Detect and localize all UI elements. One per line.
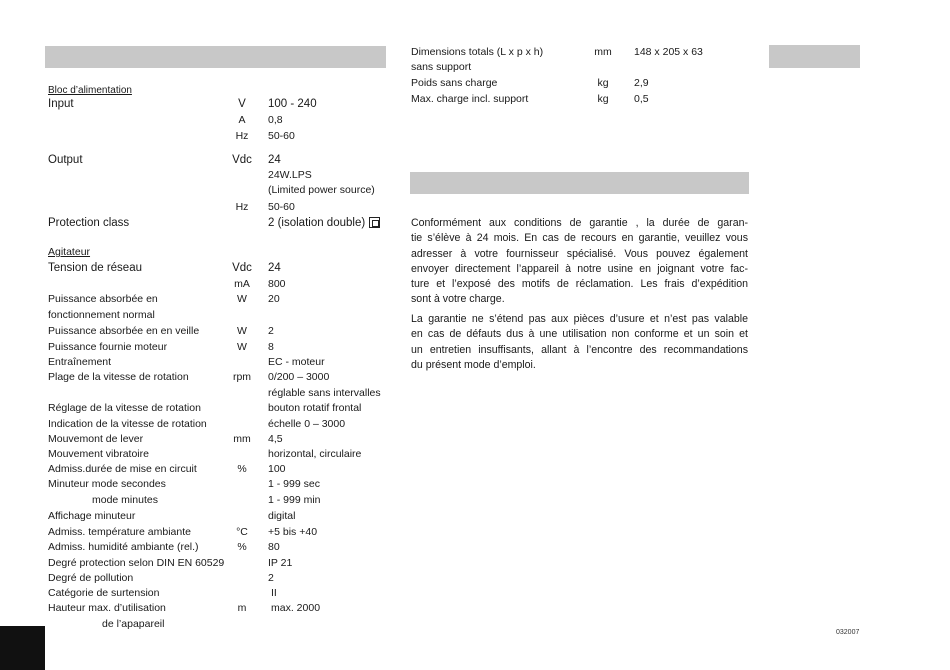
spec-value: 24 <box>268 262 281 274</box>
paragraph-line: ture et l’exposé des motifs de réclamation. Les frais d’expédition <box>411 278 748 291</box>
spec-unit: rpm <box>232 371 252 383</box>
spec-value: II <box>271 587 277 599</box>
spec-value: digital <box>268 510 296 522</box>
spec-value: échelle 0 – 3000 <box>268 418 346 430</box>
spec-value: horizontal, circulaire <box>268 448 362 460</box>
spec-label: Réglage de la vitesse de rotation <box>48 402 201 414</box>
spec-label: Input <box>48 98 74 110</box>
spec-value: 4,5 <box>268 433 283 445</box>
spec-unit: Vdc <box>232 262 252 274</box>
spec-label: Indication de la vitesse de rotation <box>48 418 207 430</box>
spec-unit: % <box>237 463 247 475</box>
spec-value: 8 <box>268 341 274 353</box>
spec-value: 50-60 <box>268 201 295 213</box>
spec-label: Degré protection selon DIN EN 60529 <box>48 557 225 569</box>
spec-unit: V <box>238 98 246 110</box>
spec-label: Tension de réseau <box>48 262 142 274</box>
paragraph-line: tie s’élève à 24 mois. En cas de recours en garantie, veuillez vous <box>411 232 748 245</box>
spec-label: Catégorie de surtension <box>48 587 160 599</box>
spec-label: Mouvemont de lever <box>48 433 144 445</box>
spec-unit: Hz <box>235 201 249 213</box>
paragraph-line: adresser à votre fournisseur spécialisé. Vous pouvez également <box>411 247 748 260</box>
spec-value: 100 - 240 <box>268 98 317 110</box>
warranty-paragraph-2 <box>411 312 748 373</box>
page-corner-block <box>0 626 45 670</box>
dimension-unit: mm <box>594 46 612 58</box>
spec-value: 100 <box>268 463 286 475</box>
spec-unit: W <box>237 293 247 305</box>
spec-value: 1 - 999 sec <box>268 478 320 490</box>
paragraph-line: Conformément aux conditions de garantie , la durée de garan- <box>411 217 748 229</box>
spec-unit: Vdc <box>232 154 252 166</box>
spec-label: Protection class <box>48 217 130 229</box>
spec-value: réglable sans intervalles <box>268 387 381 399</box>
spec-value: 2 <box>268 325 274 337</box>
spec-label: Mouvement vibratoire <box>48 448 149 460</box>
left-section-header-bar <box>45 46 386 68</box>
section-title-power-supply: Bloc d’alimentation <box>48 85 132 96</box>
paragraph-line: La garantie ne s’étend pas aux pièces d’usure et n’est pas valable <box>411 313 748 325</box>
spec-unit: Hz <box>235 130 249 142</box>
spec-label: Puissance absorbée en en veille <box>48 325 200 337</box>
spec-value: 50-60 <box>268 130 295 142</box>
paragraph-line: envoyer directement l’appareil à notre usine en joignant votre fac- <box>411 262 748 275</box>
spec-label: Entraînement <box>48 356 112 368</box>
spec-label: Affichage minuteur <box>48 510 136 522</box>
spec-unit: % <box>237 541 247 553</box>
spec-value: EC - moteur <box>268 356 325 368</box>
spec-value: 0,8 <box>268 114 283 126</box>
paragraph-line: un entretien insuffisants, allant à l’encontre des recommandations <box>411 343 748 356</box>
spec-value: 1 - 999 min <box>268 494 321 506</box>
spec-value: 24 <box>268 154 281 166</box>
spec-unit: W <box>237 341 247 353</box>
spec-value: IP 21 <box>268 557 293 569</box>
dimension-value: 2,9 <box>634 77 649 89</box>
right-edge-header-bar <box>769 45 860 68</box>
spec-value: bouton rotatif frontal <box>268 402 362 414</box>
paragraph-line: en cas de défauts dus à une utilisation non conforme et un soin et <box>411 328 748 341</box>
dimension-label: Poids sans charge <box>411 77 498 89</box>
spec-label: Admiss.durée de mise en circuit <box>48 463 197 475</box>
paragraph-line: du présent mode d’emploi. <box>411 358 536 371</box>
warranty-paragraph-1 <box>411 216 748 308</box>
spec-value: 80 <box>268 541 280 553</box>
spec-unit: mm <box>233 433 251 445</box>
paragraph-line: sont à votre charge. <box>411 293 505 306</box>
spec-value: 800 <box>268 278 286 290</box>
spec-label: de l’apapareil <box>102 618 165 630</box>
dimension-value: 0,5 <box>634 93 649 105</box>
spec-value: (Limited power source) <box>268 184 375 196</box>
spec-label: Plage de la vitesse de rotation <box>48 371 189 383</box>
spec-unit: A <box>238 114 246 126</box>
spec-value: 2 (isolation double) <box>268 217 380 230</box>
spec-label: Output <box>48 154 83 166</box>
spec-label: fonctionnement normal <box>48 309 155 321</box>
warranty-section-header-bar <box>410 172 749 194</box>
spec-value: 24W.LPS <box>268 169 312 181</box>
spec-unit: mA <box>234 278 250 290</box>
spec-label: Puissance absorbée en <box>48 293 158 305</box>
dimension-label: Dimensions totals (L x p x h) <box>411 46 544 58</box>
dimension-unit: kg <box>597 93 609 105</box>
document-number: 032007 <box>836 629 860 636</box>
spec-label: Admiss. température ambiante <box>48 526 191 538</box>
spec-label: Hauteur max. d’utilisation <box>48 602 166 614</box>
dimension-unit: kg <box>597 77 609 89</box>
dimension-label: sans support <box>411 61 472 73</box>
spec-unit: m <box>237 602 247 614</box>
spec-value: 0/200 – 3000 <box>268 371 330 383</box>
section-title-stirrer: Agitateur <box>48 246 91 258</box>
spec-unit: W <box>237 325 247 337</box>
spec-unit: °C <box>236 526 248 538</box>
spec-label: Degré de pollution <box>48 572 134 584</box>
spec-label: Admiss. humidité ambiante (rel.) <box>48 541 199 553</box>
double-insulation-icon <box>369 217 380 228</box>
spec-value: 2 <box>268 572 274 584</box>
dimension-label: Max. charge incl. support <box>411 93 529 105</box>
spec-label: Puissance fournie moteur <box>48 341 168 353</box>
spec-value: 20 <box>268 293 280 305</box>
spec-label: Minuteur mode secondes <box>48 478 166 490</box>
spec-value: max. 2000 <box>271 602 321 614</box>
spec-value: +5 bis +40 <box>268 526 318 538</box>
spec-label: mode minutes <box>92 494 158 506</box>
dimension-value: 148 x 205 x 63 <box>634 46 703 58</box>
